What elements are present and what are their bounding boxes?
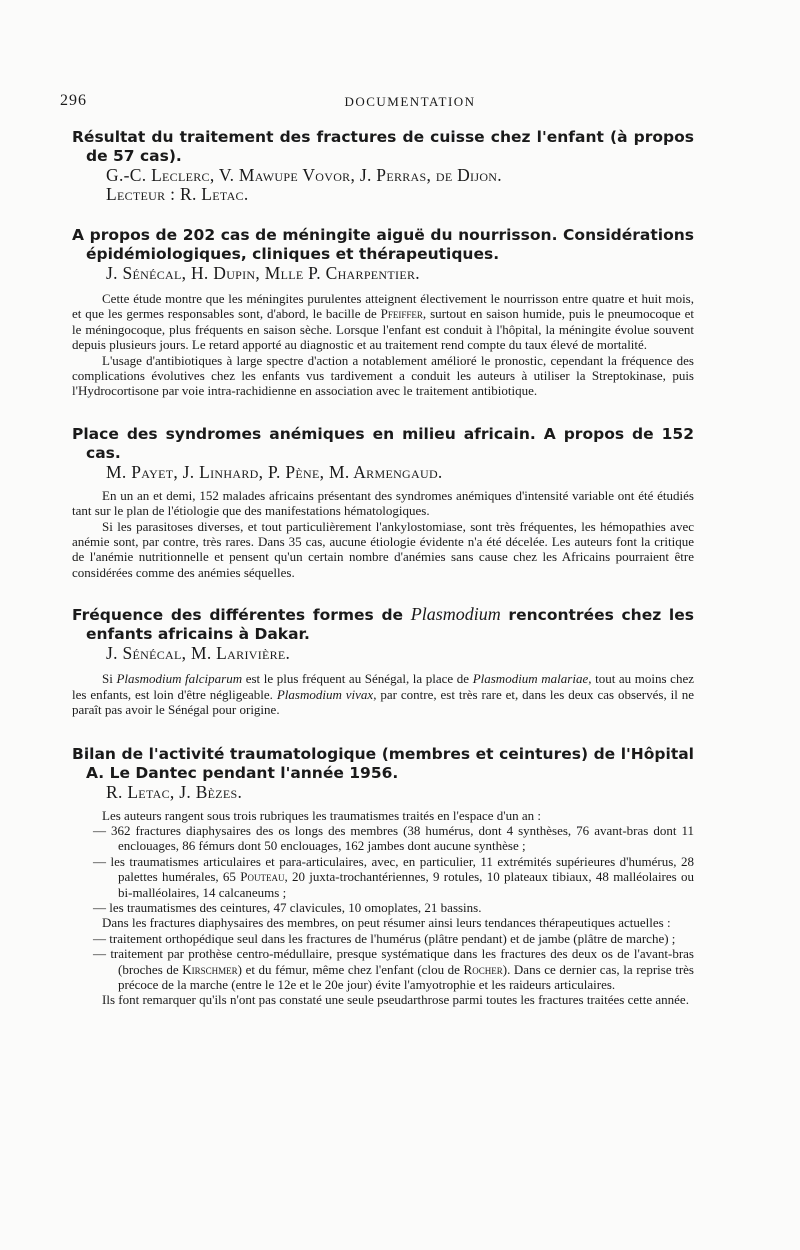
article-syndromes-anemiques: [72, 425, 694, 580]
page-header: [60, 92, 760, 112]
article-authors: M. Payet, J. Linhard, P. Pène, M. Armengaud.: [106, 461, 443, 482]
list-item: — les traumatismes articulaires et para-articulaires, avec, en particulier, 11 extrémités supérieures d'humérus, 28 palettes humérales, 65 Pouteau, 20 juxta-trochantériennes, 9 rotules, 10 plateaux tibiaux, 48 malléolaires ou bi-malléolaires, 14 calcaneums ;: [93, 853, 694, 900]
article-authors: G.-C. Leclerc, V. Mawupe Vovor, J. Perras, de Dijon.: [106, 165, 502, 185]
article-title: A propos de 202 cas de méningite aiguë du nourrisson. Considérations épidémiologiques, cliniques et thérapeutiques.: [72, 226, 694, 263]
article-body: [72, 488, 694, 580]
page-number: 296: [60, 92, 87, 109]
paragraph: En un an et demi, 152 malades africains présentant des syndromes anémiques d'intensité variable ont été étudiés tant sur le plan de l'étiologie que des manifestations hématologiques.: [72, 487, 694, 519]
article-body: [72, 291, 694, 399]
paragraph: Si les parasitoses diverses, et tout particulièrement l'ankylostomiase, sont très fréquentes, les hémopathies avec anémie sont, par contre, très rares. Dans 35 cas, aucune étiologie évidente n'a été décelée. Les auteurs font la critique de l'anémie nutritionnelle et pensent qu'un certain nombre d'anémies sans cause chez les Africains pourraient être considérées comme des anémies séquelles.: [72, 518, 694, 580]
list-item: — traitement par prothèse centro-médullaire, presque systématique dans les fractures des deux os de l'avant-bras (broches de Kirschmer) et du fémur, même chez l'enfant (clou de Rocher). Dans ce dernier cas, la reprise très précoce de la marche (entre le 12e et le 20e jour) évite l'amyotrophie et les raideurs articulaires.: [93, 946, 694, 992]
article-title: Place des syndromes anémiques en milieu africain. A propos de 152 cas.: [72, 424, 694, 462]
list-item: — les traumatismes des ceintures, 47 clavicules, 10 omoplates, 21 bassins.: [93, 899, 482, 915]
article-authors: J. Sénécal, H. Dupin, Mlle P. Charpentier.: [106, 263, 420, 283]
article-title: Fréquence des différentes formes de Plasmodium rencontrées chez les enfants africains à Dakar.: [72, 604, 694, 644]
article-title: Résultat du traitement des fractures de cuisse chez l'enfant (à propos de 57 cas).: [72, 128, 694, 165]
list-item: — traitement orthopédique seul dans les fractures de l'humérus (plâtre pendant) et de jambe (plâtre de marche) ;: [93, 930, 676, 946]
article-traumatologie: [72, 745, 694, 1008]
running-head: DOCUMENTATION: [344, 94, 476, 109]
paragraph: Cette étude montre que les méningites purulentes atteignent électivement le nourrisson entre quatre et huit mois, et que les germes responsables sont, d'abord, le bacille de Pfeiffer, surtout en saison humide, puis le pneumocoque et le méningocoque, plus fréquents en saison sèche. Lorsque l'enfant est conduit à l'hôpital, la méningite évolue souvent depuis plusieurs jours. Le retard apporté au diagnostic et au traitement rend compte du taux élevé de mortalité.: [72, 291, 694, 353]
article-authors: R. Letac, J. Bèzes.: [106, 781, 243, 802]
paragraph: Les auteurs rangent sous trois rubriques les traumatismes traités en l'espace d'un an :: [102, 807, 541, 823]
paragraph: Dans les fractures diaphysaires des membres, on peut résumer ainsi leurs tendances thérapeutiques actuelles :: [102, 915, 671, 931]
article-fractures-cuisse: [72, 128, 694, 204]
article-title: Bilan de l'activité traumatologique (membres et ceintures) de l'Hôpital A. Le Dantec pendant l'année 1956.: [72, 744, 694, 782]
article-authors: J. Sénécal, M. Larivière.: [106, 643, 291, 664]
list-item: — 362 fractures diaphysaires des os longs des membres (38 humérus, dont 4 synthèses, 76 avant-bras dont 11 enclouages, 86 fémurs dont 50 enclouages, 162 jambes dont aucune synthèse ;: [93, 822, 694, 854]
paragraph: L'usage d'antibiotiques à large spectre d'action a notablement amélioré le pronostic, cependant la fréquence des complications évolutives chez les enfants vus tardivement a conduit les auteurs à utiliser la Streptokinase, puis l'Hydrocortisone par voie intra-rachidienne en association avec le traitement antibiotique.: [72, 352, 694, 399]
article-meningite: [72, 226, 694, 399]
article-plasmodium: [72, 605, 694, 717]
article-reader: Lecteur : R. Letac.: [106, 184, 249, 204]
paragraph: Ils font remarquer qu'ils n'ont pas constaté une seule pseudarthrose parmi toutes les fractures traitées cette année.: [102, 992, 689, 1008]
paragraph: Si Plasmodium falciparum est le plus fréquent au Sénégal, la place de Plasmodium malariae, tout au moins chez les enfants, est loin d'être négligeable. Plasmodium vivax, par contre, est très rare et, dans les deux cas observés, il ne paraît pas avoir le Sénégal pour origine.: [72, 671, 695, 718]
article-body: [72, 671, 694, 717]
article-list: [72, 128, 694, 1008]
article-body: [72, 808, 694, 1008]
